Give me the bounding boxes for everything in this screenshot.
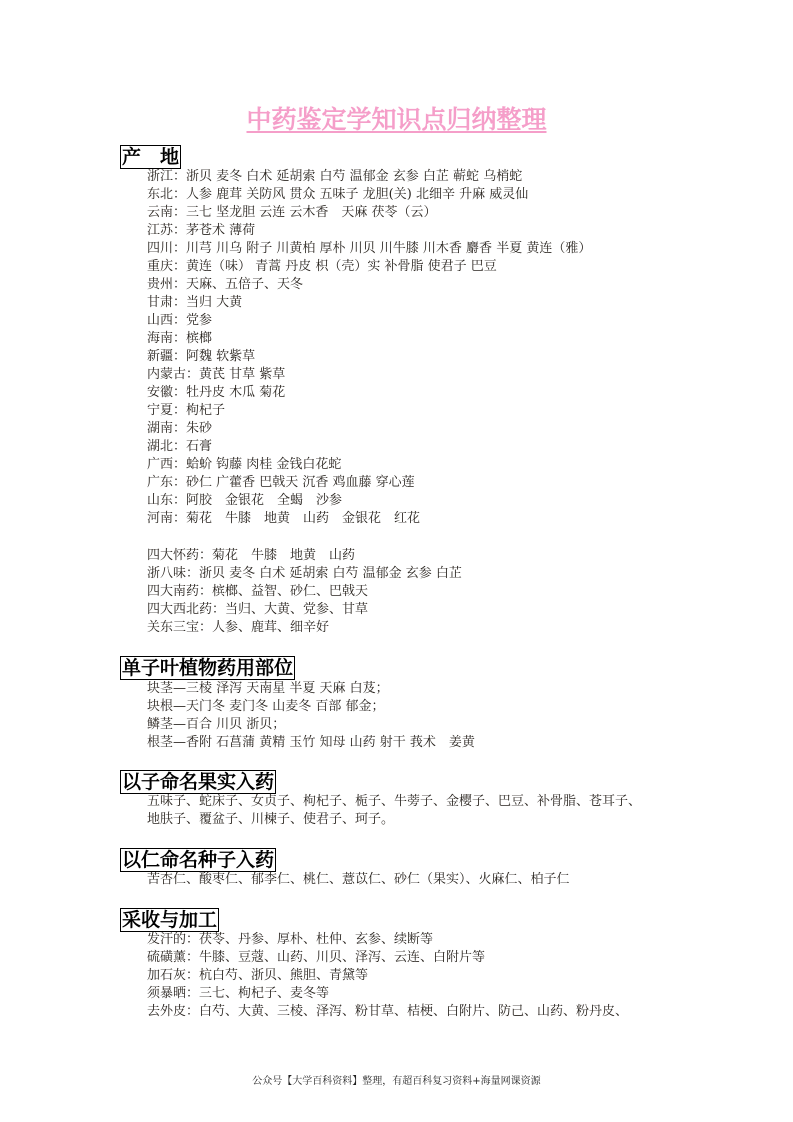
list-item: 宁夏：枸杞子 <box>147 403 226 418</box>
monocot-parts-list <box>147 680 475 752</box>
origin-summary-list <box>147 547 462 637</box>
list-item: 四大南药：槟榔、益智、砂仁、巴戟天 <box>147 584 369 599</box>
list-item: 安徽：牡丹皮 木瓜 菊花 <box>147 385 286 400</box>
list-item: 苦杏仁、酸枣仁、郁李仁、桃仁、薏苡仁、砂仁（果实）、火麻仁、柏子仁 <box>147 872 570 887</box>
origin-list <box>147 168 591 528</box>
list-item: 鳞茎—百合 川贝 浙贝； <box>147 717 286 732</box>
list-item: 四大西北药：当归、大黄、党参、甘草 <box>147 602 369 617</box>
list-item: 硫磺薰：牛膝、豆蔻、山药、川贝、泽泻、云连、白附片等 <box>147 950 486 965</box>
list-item: 块根—天门冬 麦门冬 山麦冬 百部 郁金； <box>147 699 385 714</box>
list-item: 广东：砂仁 广藿香 巴戟天 沉香 鸡血藤 穿心莲 <box>147 475 415 490</box>
list-item: 五味子、蛇床子、女贞子、枸杞子、栀子、牛蒡子、金樱子、巴豆、补骨脂、苍耳子、 <box>147 794 642 809</box>
seed-ren-list <box>147 871 570 889</box>
title-text: 中药鉴定学知识点归纳整理 <box>246 105 547 134</box>
section-heading-seed-ren: 以仁命名种子入药 <box>122 849 275 871</box>
fruit-zi-list <box>147 793 641 829</box>
list-item: 块茎—三棱 泽泻 天南星 半夏 天麻 白芨； <box>147 681 389 696</box>
list-item: 四大怀药：菊花 牛膝 地黄 山药 <box>147 548 356 563</box>
list-item: 根茎—香附 石菖蒲 黄精 玉竹 知母 山药 射干 莪术 姜黄 <box>147 735 475 750</box>
list-item: 加石灰：杭白芍、浙贝、熊胆、青黛等 <box>147 968 369 983</box>
list-item: 河南：菊花 牛膝 地黄 山药 金银花 红花 <box>147 511 421 526</box>
list-item: 四川：川芎 川乌 附子 川黄柏 厚朴 川贝 川牛膝 川木香 麝香 半夏 黄连（雅） <box>147 241 592 256</box>
list-item: 东北：人参 鹿茸 关防风 贯众 五味子 龙胆(关) 北细辛 升麻 威灵仙 <box>147 187 529 202</box>
list-item: 湖北：石膏 <box>147 439 213 454</box>
document-title <box>0 104 793 136</box>
section-heading-monocot-parts: 单子叶植物药用部位 <box>122 657 294 679</box>
list-item: 甘肃：当归 大黄 <box>147 295 243 310</box>
list-item: 须暴晒：三七、枸杞子、麦冬等 <box>147 986 330 1001</box>
list-item: 贵州：天麻、五倍子、天冬 <box>147 277 304 292</box>
section-heading-harvest-processing: 采收与加工 <box>122 909 218 931</box>
list-item: 江苏：茅苍术 薄荷 <box>147 223 256 238</box>
list-item: 新疆：阿魏 软紫草 <box>147 349 256 364</box>
section-heading-origin: 产 地 <box>122 146 180 168</box>
section-heading-fruit-zi: 以子命名果实入药 <box>122 771 275 793</box>
list-item: 广西：蛤蚧 钩藤 肉桂 金钱白花蛇 <box>147 457 342 472</box>
list-item: 海南：槟榔 <box>147 331 213 346</box>
list-item: 山西：党参 <box>147 313 213 328</box>
list-item: 湖南：朱砂 <box>147 421 213 436</box>
harvest-processing-list <box>147 931 628 1021</box>
list-item: 内蒙古：黄芪 甘草 紫草 <box>147 367 286 382</box>
list-item: 浙江：浙贝 麦冬 白术 延胡索 白芍 温郁金 玄参 白芷 蕲蛇 乌梢蛇 <box>147 169 523 184</box>
list-item: 发汗的：茯苓、丹参、厚朴、杜仲、玄参、续断等 <box>147 932 434 947</box>
list-item: 山东：阿胶 金银花 全蝎 沙参 <box>147 493 343 508</box>
page-footer: 公众号【大学百科资料】整理，有超百科复习资料+海量网课资源 <box>252 1076 541 1087</box>
list-item: 关东三宝：人参、鹿茸、细辛好 <box>147 620 330 635</box>
list-item: 重庆：黄连（味） 青蒿 丹皮 枳（壳）实 补骨脂 使君子 巴豆 <box>147 259 497 274</box>
list-item: 地肤子、覆盆子、川楝子、使君子、珂子。 <box>147 812 395 827</box>
list-item: 云南：三七 坚龙胆 云连 云木香 天麻 茯苓（云） <box>147 205 437 220</box>
list-item: 浙八味：浙贝 麦冬 白术 延胡索 白芍 温郁金 玄参 白芷 <box>147 566 462 581</box>
list-item: 去外皮：白芍、大黄、三棱、泽泻、粉甘草、桔梗、白附片、防己、山药、粉丹皮、 <box>147 1004 629 1019</box>
